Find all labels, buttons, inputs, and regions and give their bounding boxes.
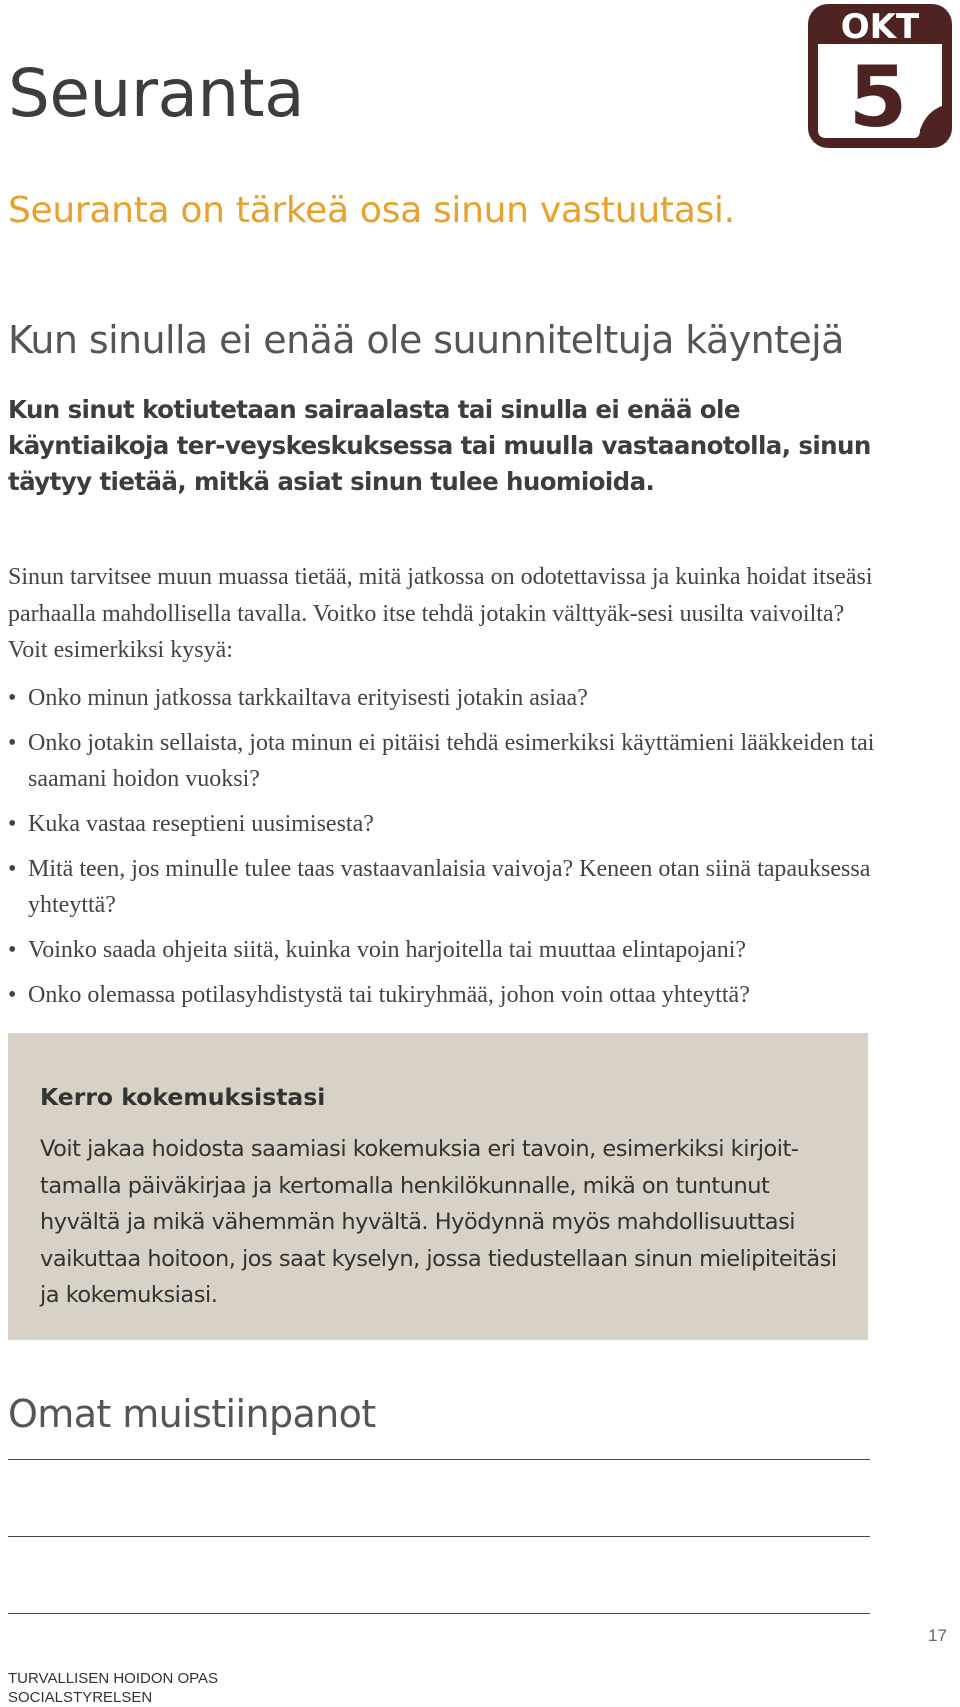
calendar-icon: [804, 0, 956, 152]
info-box: [8, 1033, 868, 1340]
list-item: • Voinko saada ohjeita siitä, kuinka voin harjoitella tai muuttaa elintapojani?: [8, 932, 888, 968]
info-box-title: Kerro kokemuksistasi: [40, 1083, 326, 1111]
lead-paragraph: Kun sinut kotiutetaan sairaalasta tai sinulla ei enää ole käyntiaikoja ter-veyskeskuksessa tai muulla vastaanotolla, sinun täytyy tietää, mitkä asiat sinun tulee huomioida.: [8, 395, 871, 496]
calendar-month: OKT: [840, 7, 920, 47]
page-title: Seuranta: [8, 55, 305, 132]
question-list: [8, 680, 888, 1022]
info-box-text: Voit jakaa hoidosta saamiasi kokemuksia eri tavoin, esimerkiksi kirjoit-tamalla päiväkirjaa ja kertomalla henkilökunnalle, mikä on tuntunut hyvältä ja mikä vähemmän hyvältä. Hyödynnä myös mahdollisuuttasi vaikuttaa hoitoon, jos saat kyselyn, jossa tiedustellaan sinun mielipiteitäsi ja kokemuksiasi.: [40, 1136, 837, 1308]
notes-heading: Omat muistiinpanot: [8, 1392, 376, 1436]
footer-publication: TURVALLISEN HOIDON OPAS: [8, 1670, 219, 1687]
note-line: [8, 1536, 870, 1537]
calendar-day: 5: [848, 48, 908, 146]
page-number: 17: [928, 1626, 947, 1645]
list-item: • Onko olemassa potilasyhdistystä tai tukiryhmää, johon voin ottaa yhteyttä?: [8, 977, 888, 1013]
footer-publisher: SOCIALSTYRELSEN: [8, 1689, 153, 1706]
note-line: [8, 1613, 870, 1614]
list-item: • Onko minun jatkossa tarkkailtava erityisesti jotakin asiaa?: [8, 680, 888, 716]
subtitle: Seuranta on tärkeä osa sinun vastuutasi.: [8, 190, 735, 231]
section-heading: Kun sinulla ei enää ole suunniteltuja käyntejä: [8, 318, 844, 362]
list-item: • Onko jotakin sellaista, jota minun ei pitäisi tehdä esimerkiksi käyttämieni lääkkeiden tai saamani hoidon vuoksi?: [8, 725, 888, 797]
footer: [8, 1669, 218, 1707]
list-item: • Mitä teen, jos minulle tulee taas vastaavanlaisia vaivoja? Keneen otan siinä tapauksessa yhteyttä?: [8, 851, 888, 923]
note-line: [8, 1459, 870, 1460]
intro-paragraph: Sinun tarvitsee muun muassa tietää, mitä jatkossa on odotettavissa ja kuinka hoidat itseäsi parhaalla mahdollisella tavalla. Voitko itse tehdä jotakin välttyäk-sesi uusilta vaivoilta? Voit esimerkiksi kysyä:: [8, 564, 873, 663]
list-item: • Kuka vastaa reseptieni uusimisesta?: [8, 806, 888, 842]
